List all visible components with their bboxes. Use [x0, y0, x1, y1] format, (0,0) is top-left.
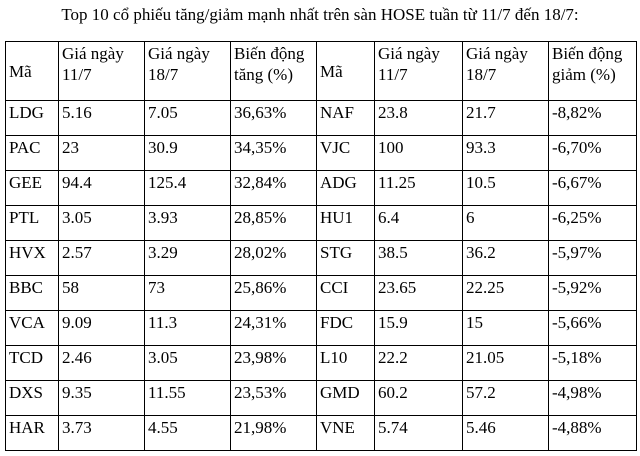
gain-price-18-7-cell: 3.29	[145, 241, 231, 276]
gain-price-11-7-cell: 58	[59, 276, 145, 311]
loss-price-11-7-cell: 6.4	[375, 206, 463, 241]
table-row	[6, 136, 637, 171]
loss-change-cell: -5,92%	[549, 276, 637, 311]
loss-symbol-cell: GMD	[317, 381, 375, 416]
gain-price-11-7-cell: 3.73	[59, 416, 145, 451]
gain-symbol-cell: PTL	[6, 206, 59, 241]
header-gain-symbol: Mã	[6, 42, 59, 101]
gain-price-18-7-cell: 3.05	[145, 346, 231, 381]
table-row	[6, 311, 637, 346]
loss-price-11-7-cell: 23.65	[375, 276, 463, 311]
stock-movers-table	[5, 41, 637, 451]
gain-symbol-cell: GEE	[6, 171, 59, 206]
header-loss-price-18-7: Giá ngày 18/7	[463, 42, 549, 101]
loss-change-cell: -6,67%	[549, 171, 637, 206]
gain-change-cell: 28,02%	[231, 241, 317, 276]
loss-symbol-cell: VJC	[317, 136, 375, 171]
loss-symbol-cell: NAF	[317, 101, 375, 136]
table-row	[6, 276, 637, 311]
loss-price-18-7-cell: 57.2	[463, 381, 549, 416]
loss-symbol-cell: HU1	[317, 206, 375, 241]
loss-price-11-7-cell: 100	[375, 136, 463, 171]
gain-price-18-7-cell: 3.93	[145, 206, 231, 241]
table-row	[6, 381, 637, 416]
loss-change-cell: -5,18%	[549, 346, 637, 381]
loss-price-18-7-cell: 93.3	[463, 136, 549, 171]
gain-price-18-7-cell: 11.3	[145, 311, 231, 346]
gain-symbol-cell: PAC	[6, 136, 59, 171]
loss-price-18-7-cell: 36.2	[463, 241, 549, 276]
gain-symbol-cell: TCD	[6, 346, 59, 381]
loss-symbol-cell: ADG	[317, 171, 375, 206]
table-header-row	[6, 42, 637, 101]
loss-symbol-cell: STG	[317, 241, 375, 276]
header-loss-change: Biến động giảm (%)	[549, 42, 637, 101]
table-body	[6, 101, 637, 451]
table-row	[6, 416, 637, 451]
gain-change-cell: 34,35%	[231, 136, 317, 171]
table-caption: Top 10 cổ phiếu tăng/giảm mạnh nhất trên sàn HOSE tuần từ 11/7 đến 18/7:	[61, 5, 579, 24]
loss-price-11-7-cell: 22.2	[375, 346, 463, 381]
gain-price-18-7-cell: 4.55	[145, 416, 231, 451]
gain-price-18-7-cell: 125.4	[145, 171, 231, 206]
gain-price-11-7-cell: 9.09	[59, 311, 145, 346]
gain-symbol-cell: DXS	[6, 381, 59, 416]
gain-change-cell: 21,98%	[231, 416, 317, 451]
gain-price-18-7-cell: 7.05	[145, 101, 231, 136]
header-gain-change: Biến động tăng (%)	[231, 42, 317, 101]
gain-change-cell: 25,86%	[231, 276, 317, 311]
loss-price-18-7-cell: 15	[463, 311, 549, 346]
gain-symbol-cell: HAR	[6, 416, 59, 451]
header-loss-symbol: Mã	[317, 42, 375, 101]
table-row	[6, 101, 637, 136]
gain-price-11-7-cell: 2.57	[59, 241, 145, 276]
header-loss-price-11-7: Giá ngày 11/7	[375, 42, 463, 101]
gain-symbol-cell: LDG	[6, 101, 59, 136]
loss-price-11-7-cell: 5.74	[375, 416, 463, 451]
gain-price-11-7-cell: 3.05	[59, 206, 145, 241]
loss-price-11-7-cell: 23.8	[375, 101, 463, 136]
loss-price-18-7-cell: 5.46	[463, 416, 549, 451]
gain-symbol-cell: VCA	[6, 311, 59, 346]
gain-price-18-7-cell: 30.9	[145, 136, 231, 171]
table-row	[6, 241, 637, 276]
gain-price-18-7-cell: 11.55	[145, 381, 231, 416]
loss-change-cell: -5,66%	[549, 311, 637, 346]
loss-price-11-7-cell: 38.5	[375, 241, 463, 276]
table-row	[6, 171, 637, 206]
header-gain-price-11-7: Giá ngày 11/7	[59, 42, 145, 101]
gain-change-cell: 24,31%	[231, 311, 317, 346]
loss-price-18-7-cell: 10.5	[463, 171, 549, 206]
gain-price-11-7-cell: 94.4	[59, 171, 145, 206]
loss-symbol-cell: CCI	[317, 276, 375, 311]
loss-price-18-7-cell: 21.05	[463, 346, 549, 381]
loss-price-11-7-cell: 60.2	[375, 381, 463, 416]
loss-symbol-cell: VNE	[317, 416, 375, 451]
loss-change-cell: -4,88%	[549, 416, 637, 451]
loss-change-cell: -4,98%	[549, 381, 637, 416]
loss-price-18-7-cell: 21.7	[463, 101, 549, 136]
gain-price-18-7-cell: 73	[145, 276, 231, 311]
loss-change-cell: -8,82%	[549, 101, 637, 136]
loss-symbol-cell: FDC	[317, 311, 375, 346]
gain-symbol-cell: BBC	[6, 276, 59, 311]
loss-price-11-7-cell: 11.25	[375, 171, 463, 206]
gain-change-cell: 23,98%	[231, 346, 317, 381]
loss-price-18-7-cell: 6	[463, 206, 549, 241]
table-row	[6, 346, 637, 381]
gain-price-11-7-cell: 2.46	[59, 346, 145, 381]
gain-symbol-cell: HVX	[6, 241, 59, 276]
gain-change-cell: 32,84%	[231, 171, 317, 206]
gain-price-11-7-cell: 5.16	[59, 101, 145, 136]
gain-change-cell: 36,63%	[231, 101, 317, 136]
loss-change-cell: -6,25%	[549, 206, 637, 241]
gain-change-cell: 23,53%	[231, 381, 317, 416]
loss-symbol-cell: L10	[317, 346, 375, 381]
gain-change-cell: 28,85%	[231, 206, 317, 241]
loss-change-cell: -5,97%	[549, 241, 637, 276]
loss-price-11-7-cell: 15.9	[375, 311, 463, 346]
loss-change-cell: -6,70%	[549, 136, 637, 171]
table-row	[6, 206, 637, 241]
gain-price-11-7-cell: 9.35	[59, 381, 145, 416]
loss-price-18-7-cell: 22.25	[463, 276, 549, 311]
gain-price-11-7-cell: 23	[59, 136, 145, 171]
header-gain-price-18-7: Giá ngày 18/7	[145, 42, 231, 101]
